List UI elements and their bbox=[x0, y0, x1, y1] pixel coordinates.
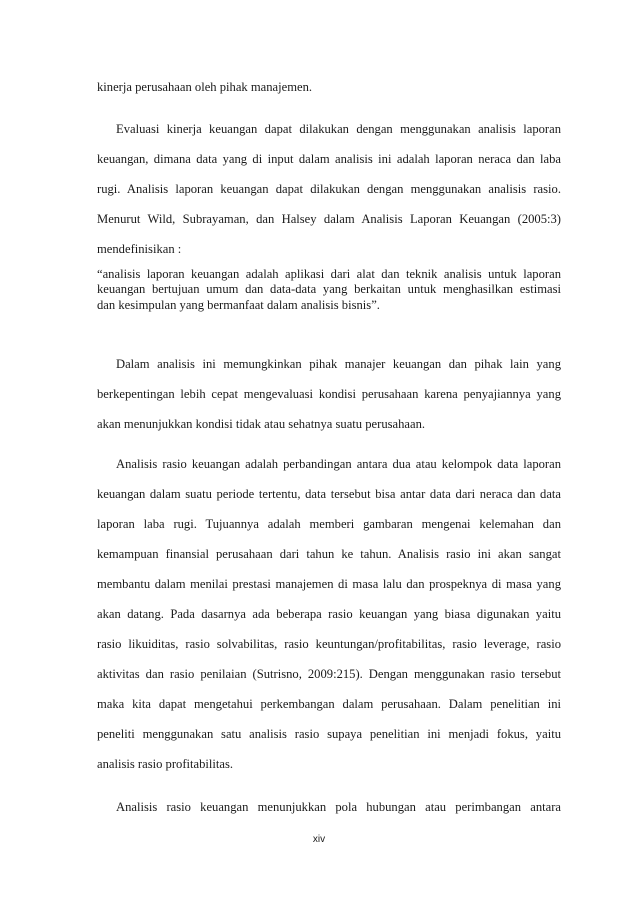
text-line: Menurut Wild, Subrayaman, dan Halsey dalam Analisis Laporan Keuangan (2005:3) bbox=[97, 212, 561, 226]
text-line: kinerja perusahaan oleh pihak manajemen. bbox=[97, 80, 313, 94]
text-line: Dalam analisis ini memungkinkan pihak manajer keuangan dan pihak lain yang bbox=[116, 357, 561, 371]
paragraph-dalam-analisis bbox=[97, 349, 561, 439]
paragraph-evaluasi bbox=[97, 114, 561, 264]
text-line: Evaluasi kinerja keuangan dapat dilakukan dengan menggunakan analisis laporan bbox=[116, 122, 561, 136]
text-line: peneliti menggunakan satu analisis rasio supaya penelitian ini menjadi fokus, yaitu bbox=[97, 727, 561, 741]
block-quote bbox=[97, 267, 561, 313]
text-line: keuangan, dimana data yang di input dalam analisis ini adalah laporan neraca dan laba bbox=[97, 152, 561, 166]
text-line: rasio likuiditas, rasio solvabilitas, rasio keuntungan/profitabilitas, rasio leverage, rasio bbox=[97, 637, 561, 651]
text-line: akan datang. Pada dasarnya ada beberapa rasio keuangan yang biasa digunakan yaitu bbox=[97, 607, 561, 621]
text-line: membantu dalam menilai prestasi manajemen di masa lalu dan prospeknya di masa yang bbox=[97, 577, 561, 591]
quote-line: dan kesimpulan yang bermanfaat dalam analisis bisnis”. bbox=[97, 297, 380, 312]
paragraph-pola-hubungan bbox=[97, 792, 561, 822]
paragraph-continuation bbox=[97, 72, 561, 102]
text-line: akan menunjukkan kondisi tidak atau sehatnya suatu perusahaan. bbox=[97, 417, 426, 431]
quote-line: “analisis laporan keuangan adalah aplikasi dari alat dan teknik analisis untuk laporan bbox=[97, 267, 561, 281]
text-line: aktivitas dan rasio penilaian (Sutrisno, 2009:215). Dengan menggunakan rasio tersebut bbox=[97, 667, 561, 681]
text-line: kemampuan finansial perusahaan dari tahun ke tahun. Analisis rasio ini akan sangat bbox=[97, 547, 561, 561]
text-line: laporan laba rugi. Tujuannya adalah memberi gambaran mengenai kelemahan dan bbox=[97, 517, 561, 531]
text-line: berkepentingan lebih cepat mengevaluasi kondisi perusahaan karena penyajiannya yang bbox=[97, 387, 561, 401]
text-line: Analisis rasio keuangan menunjukkan pola hubungan atau perimbangan antara bbox=[116, 800, 561, 814]
quote-line: keuangan bertujuan umum dan data-data yang berkaitan untuk menghasilkan estimasi bbox=[97, 282, 561, 297]
text-line: analisis rasio profitabilitas. bbox=[97, 757, 234, 771]
text-line: rugi. Analisis laporan keuangan dapat dilakukan dengan menggunakan analisis rasio. bbox=[97, 182, 561, 196]
paragraph-analisis-rasio bbox=[97, 449, 561, 779]
text-line: maka kita dapat mengetahui perkembangan dalam perusahaan. Dalam penelitian ini bbox=[97, 697, 561, 711]
text-line: keuangan dalam suatu periode tertentu, data tersebut bisa antar data dari neraca dan data bbox=[97, 487, 561, 501]
text-line: Analisis rasio keuangan adalah perbandingan antara dua atau kelompok data laporan bbox=[116, 457, 561, 471]
page-number: xiv bbox=[312, 834, 326, 845]
text-line: mendefinisikan : bbox=[97, 242, 182, 256]
